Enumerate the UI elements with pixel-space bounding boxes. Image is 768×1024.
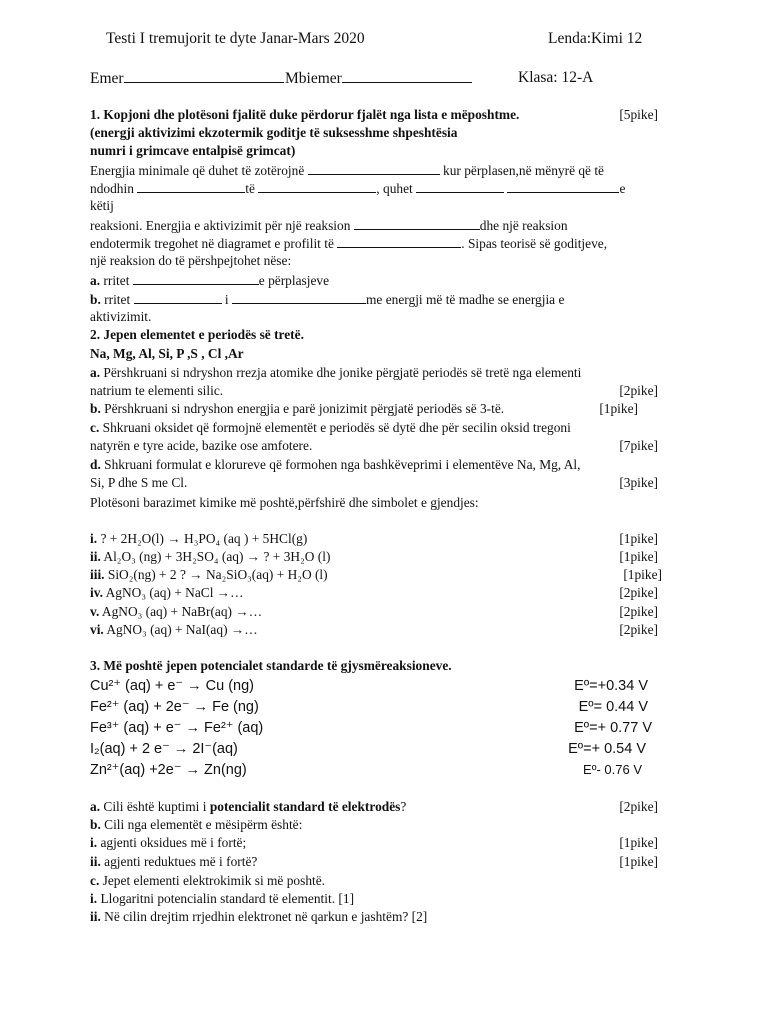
name-line (90, 69, 284, 88)
option-label: ii. (90, 909, 101, 924)
q1-text: të (245, 181, 255, 196)
q1-line-2 (90, 179, 658, 198)
q3-bi-points: [1pike] (619, 835, 658, 850)
answer-blank (507, 179, 619, 193)
answer-blank (416, 179, 504, 193)
equation-points: [1pike] (619, 531, 658, 546)
equation-points: [1pike] (623, 567, 662, 582)
equation-row (90, 584, 658, 602)
q1-text: një reaksion do të përshpejtohet nëse: (90, 253, 292, 268)
answer-blank (258, 179, 376, 193)
q2-b-points: [1pike] (599, 401, 638, 416)
q1-text: endotermik tregohet në diagramet e profilit të (90, 236, 334, 251)
q1-text: dhe një reaksion (479, 218, 568, 233)
q2-elements: Na, Mg, Al, Si, P ,S , Cl ,Ar (90, 346, 244, 361)
equation-text: AgNO₃ (aq) + NaCl →… (105, 585, 244, 600)
potential-row (90, 740, 658, 758)
potential-row (90, 677, 658, 695)
option-label: i. (90, 835, 98, 850)
equation-row (90, 603, 658, 621)
q2-a-points: [2pike] (619, 383, 658, 398)
q1-text: e (619, 181, 626, 196)
answer-blank (133, 271, 259, 285)
option-label: i. (90, 891, 98, 906)
electrode-potential: Eº=+ 0.77 V (574, 720, 652, 736)
surname-blank (342, 69, 472, 83)
half-reaction: Zn²⁺(aq) +2e⁻ → Zn(ng) (90, 762, 247, 778)
q1-line-1 (90, 161, 658, 180)
q2-d-points: [3pike] (619, 475, 658, 490)
half-reaction: Fe²⁺ (aq) + 2e⁻ → Fe (ng) (90, 699, 259, 715)
q3-term: potencialit standard të elektrodës (209, 799, 401, 814)
equation-row (90, 530, 658, 548)
q2-text: Përshkruani si ndryshon rrezja atomike dhe jonike përgjatë periodës së tretë nga elementi (103, 365, 582, 380)
surname-line (285, 69, 472, 88)
q2-part-c (90, 419, 658, 437)
q3-part-c (90, 872, 658, 890)
equation-points: [2pike] (619, 604, 658, 619)
q1-text: rritet (104, 292, 131, 307)
q1-text: i (224, 292, 229, 307)
half-reaction: Fe³⁺ (aq) + e⁻ → Fe²⁺ (aq) (90, 720, 264, 736)
q3-part-a (90, 798, 658, 816)
q2-text: Shkruani oksidet që formojnë elementët e periodës së dytë dhe për secilin oksid tregoni (102, 420, 571, 435)
option-label: a. (90, 273, 101, 288)
q1-text: këtij (90, 198, 114, 213)
equation-label: ii. (90, 549, 101, 564)
equation-row (90, 566, 662, 584)
q3-text: agjenti oksidues më i fortë; (100, 835, 247, 850)
equation-label: i. (90, 531, 98, 546)
equation-row (90, 621, 658, 639)
q1-text: ndodhin (90, 181, 134, 196)
q1-text: rritet (103, 273, 130, 288)
name-label: Emer (90, 70, 124, 87)
equation-text: ? + 2H₂O(l) → H₃PO₄ (aq ) + 5HCl(g) (100, 531, 308, 546)
answer-blank (354, 216, 480, 230)
half-reaction: Cu²⁺ (aq) + e⁻ → Cu (ng) (90, 678, 254, 694)
q3-text: Cili është kuptimi i (103, 799, 207, 814)
q3-text: Cili nga elementët e mësipërm është: (104, 817, 303, 832)
electrode-potential: Eº= 0.44 V (578, 699, 648, 715)
q1-text: aktivizimit. (90, 309, 152, 324)
option-label: c. (90, 873, 100, 888)
surname-label: Mbiemer (285, 70, 342, 87)
option-label: b. (90, 817, 101, 832)
half-reaction: I₂(aq) + 2 e⁻ → 2I⁻(aq) (90, 741, 238, 757)
q1-heading-line (90, 106, 658, 124)
q2-text: Shkruani formulat e klorureve që formohen nga bashkëveprimi i elementëve Na, Mg, Al, (104, 457, 581, 472)
q1-text: e përplasjeve (258, 273, 330, 288)
option-label: ii. (90, 854, 101, 869)
electrode-potential: Eº- 0.76 V (583, 762, 642, 777)
answer-blank (308, 161, 440, 175)
q2-part-b (90, 400, 658, 418)
q2-part-a (90, 364, 658, 382)
q3-text: Në cilin drejtim rrjedhin elektronet në qarkun e jashtëm? [2] (104, 909, 428, 924)
electrode-potential: Eº=+ 0.54 V (568, 741, 646, 757)
q3-a-points: [2pike] (619, 799, 658, 814)
q2-instruction: Plotësoni barazimet kimike më poshtë,përfshirë dhe simbolet e gjendjes: (90, 495, 479, 510)
option-label: b. (90, 292, 101, 307)
option-label: d. (90, 457, 101, 472)
equation-text: SiO₂(ng) + 2 ? → Na₂SiO₃(aq) + H₂O (l) (107, 567, 328, 582)
q3-part-bi (90, 834, 658, 852)
q1-heading: 1. Kopjoni dhe plotësoni fjalitë duke përdorur fjalët nga lista e mëposhtme. (90, 107, 520, 122)
equation-text: AgNO₃ (aq) + NaI(aq) →… (106, 622, 258, 637)
q1-line-5 (90, 234, 658, 253)
answer-blank (232, 290, 366, 304)
electrode-potential: Eº=+0.34 V (574, 678, 648, 694)
potential-row (90, 719, 658, 737)
q3-part-b (90, 816, 658, 834)
equation-points: [2pike] (619, 585, 658, 600)
q3-text: Jepet elementi elektrokimik si më poshtë. (102, 873, 326, 888)
q1-text: me energji më të madhe se energjia e (366, 292, 565, 307)
q2-c-points: [7pike] (619, 438, 658, 453)
q2-heading: 2. Jepen elementet e periodës së tretë. (90, 327, 304, 342)
option-label: a. (90, 365, 101, 380)
class-label: Klasa: 12-A (518, 69, 594, 86)
q1-text: . Sipas teorisë së goditjeve, (461, 236, 608, 251)
q1-wordlist-1: (energji aktivizimi ekzotermik goditje të suksesshme shpeshtësia (90, 125, 458, 140)
exam-title: Testi I tremujorit te dyte Janar-Mars 2020 (106, 30, 365, 47)
q3-part-bii (90, 853, 658, 871)
equation-points: [1pike] (619, 549, 658, 564)
q3-text: Llogaritni potencialin standard të elementit. [1] (100, 891, 355, 906)
equation-label: vi. (90, 622, 104, 637)
q3-text: ? (400, 799, 407, 814)
equation-row (90, 548, 658, 566)
q3-heading: 3. Më poshtë jepen potencialet standarde të gjysmëreaksioneve. (90, 658, 452, 673)
potential-row (90, 698, 658, 716)
equation-text: Al₂O₃ (ng) + 3H₂SO₄ (aq) → ? + 3H₂O (l) (103, 549, 331, 564)
q1-option-b (90, 290, 658, 309)
q3-bii-points: [1pike] (619, 854, 658, 869)
q1-text: Energjia minimale që duhet të zotërojnë (90, 163, 305, 178)
name-blank (124, 69, 284, 83)
answer-blank (337, 234, 461, 248)
q2-text: natrium te elementi silic. (90, 383, 224, 398)
equation-label: v. (90, 604, 100, 619)
q1-wordlist-2: numri i grimcave entalpisë grimcat) (90, 143, 296, 158)
q2-text: natyrën e tyre acide, bazike ose amfotere. (90, 438, 313, 453)
subject-label: Lenda:Kimi 12 (548, 30, 643, 47)
q1-text: , quhet (376, 181, 413, 196)
q1-points: [5pike] (619, 107, 658, 122)
q2-text: Si, P dhe S me Cl. (90, 475, 188, 490)
equation-points: [2pike] (619, 622, 658, 637)
answer-blank (134, 290, 222, 304)
potential-row (90, 761, 658, 779)
q1-text: kur përplasen,në mënyrë që të (443, 163, 605, 178)
q3-part-ci (90, 890, 658, 908)
q1-option-a (90, 271, 658, 290)
q3-part-cii (90, 908, 658, 926)
equation-text: AgNO₃ (aq) + NaBr(aq) →… (101, 604, 263, 619)
q3-text: agjenti reduktues më i fortë? (104, 854, 258, 869)
option-label: b. (90, 401, 101, 416)
answer-blank (137, 179, 245, 193)
option-label: c. (90, 420, 100, 435)
q2-text: Përshkruani si ndryshon energjia e parë jonizimit përgjatë periodës së 3-të. (104, 401, 505, 416)
equation-label: iv. (90, 585, 104, 600)
q2-part-d (90, 456, 658, 474)
equation-label: iii. (90, 567, 105, 582)
option-label: a. (90, 799, 101, 814)
q1-line-4 (90, 216, 658, 235)
q1-text: reaksioni. Energjia e aktivizimit për një reaksion (90, 218, 351, 233)
